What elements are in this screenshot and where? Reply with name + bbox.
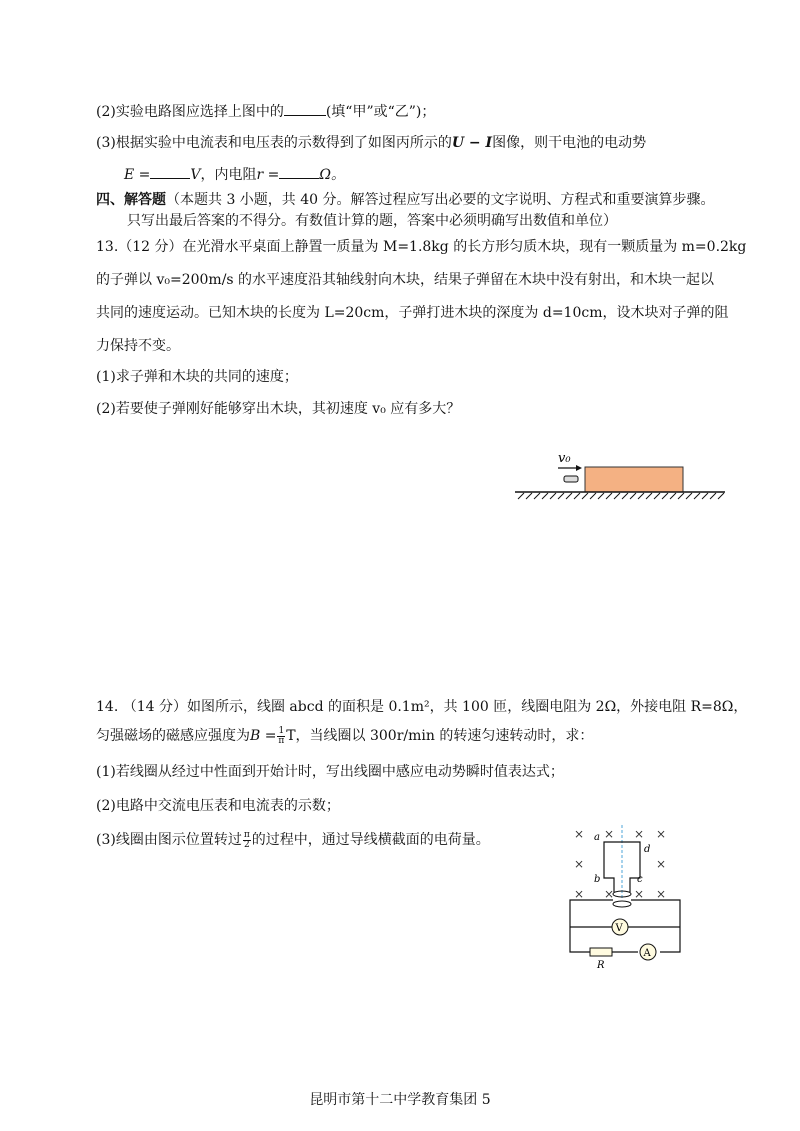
q3-tail: 图像，则干电池的电动势 [492,135,647,151]
q2-line [96,101,435,122]
q13-figure [510,446,730,506]
ammeter-label: A [643,948,651,959]
q14-b-fraction [277,727,285,746]
q14-part2: (2)电路中交流电压表和电流表的示数； [96,798,340,814]
q13-v0-label: v₀ [558,451,571,466]
page-footer: 昆明市第十二中学教育集团 5 [309,1092,491,1108]
emf-label: E = [124,167,151,183]
q14-part3-pre: (3)线圈由图示位置转过 [96,832,242,848]
field-mark: × [656,887,667,901]
q14-figure [560,820,700,970]
q2-answer-blank[interactable] [284,101,326,116]
slip-ring-lower [613,901,631,907]
q13-ground-hatch [518,493,724,499]
emf-line [124,164,345,185]
coil-label-b: b [594,874,601,885]
q14-b-unit: T [286,728,296,744]
r-label: r = [256,167,280,183]
q2-text-post: (填“甲”或“乙”)； [325,104,436,120]
q3-line [96,133,646,153]
q14-part3 [96,830,490,850]
field-mark: × [634,827,645,841]
emf-unit: V [190,167,201,183]
q14-angle-num: π [243,829,250,840]
coil-label-c: c [637,874,643,885]
outer-circuit-wire-right [631,900,680,952]
q13-part2: (2)若要使子弹刚好能够穿出木块，其初速度 v₀ 应有多大？ [96,401,461,417]
r-pre: ，内电阻 [200,167,257,183]
q14-b-den: π [278,735,285,746]
magnetic-field-marks [574,827,666,901]
q13-line1: 13.（12 分）在光滑水平桌面上静置一质量为 M=1.8kg 的长方形匀质木块，现有一颗质量为 m=0.2kg [96,239,747,255]
q2-text-pre: (2)实验电路图应选择上图中的 [96,104,284,120]
r-unit: Ω。 [319,167,346,183]
q14-line2 [96,726,593,746]
q14-b-num: 1 [278,725,285,736]
emf-answer-blank[interactable] [150,164,190,179]
field-mark: × [604,827,615,841]
q13-line2: 的子弹以 v₀=200m/s 的水平速度沿其轴线射向木块，结果子弹留在木块中没有射出，和木块一起以 [96,272,715,288]
field-mark: × [574,827,585,841]
q13-line4: 力保持不变。 [96,338,180,354]
section4-heading: 四、解答题 [96,192,166,208]
q14-angle-fraction [243,831,251,850]
q3-ui-label: U − I [451,135,493,151]
field-mark: × [574,887,585,901]
q14-b-label: B = [250,728,277,744]
section4-note-line2 [127,211,617,231]
outer-circuit-wire [570,900,613,952]
q13-bullet [564,476,578,482]
q14-line2-pre: 匀强磁场的磁感应强度为 [96,728,250,744]
q13-line3: 共同的速度运动。已知木块的长度为 L=20cm，子弹打进木块的深度为 d=10cm，设木块对子弹的阻 [96,305,729,321]
r-answer-blank[interactable] [279,164,319,179]
field-mark: × [634,887,645,901]
q13-part1: (1)求子弹和木块的共同的速度； [96,369,298,385]
q14-line2-post: ，当线圈以 300r/min 的转速匀速转动时，求： [295,728,594,744]
field-mark: × [604,887,615,901]
q14-line1: 14. （14 分）如图所示，线圈 abcd 的面积是 0.1m²，共 100 匝，线圈电阻为 2Ω，外接电阻 R=8Ω， [96,699,748,715]
voltmeter-label: V [615,923,623,934]
q13-v0-arrowhead [576,465,582,471]
resistor-label: R [597,960,605,970]
resistor-R [590,948,612,956]
section4-note-2: 只写出最后答案的不得分。有数值计算的题，答案中必须明确写出数值和单位） [127,213,617,229]
field-mark: × [574,857,585,871]
coil-label-a: a [594,832,600,843]
q3-text: (3)根据实验中电流表和电压表的示数得到了如图丙所示的 [96,135,452,151]
q13-block [585,467,683,492]
section4-heading-line [96,190,715,210]
q14-part1: (1)若线圈从经过中性面到开始计时，写出线圈中感应电动势瞬时值表达式； [96,764,564,780]
field-mark: × [656,857,667,871]
q14-part3-post: 的过程中，通过导线横截面的电荷量。 [251,832,490,848]
coil-label-d: d [644,844,651,855]
q14-angle-den: 2 [243,839,250,850]
section4-note-1: （本题共 3 小题，共 40 分。解答过程应写出必要的文字说明、方程式和重要演算步骤。 [166,192,715,208]
field-mark: × [656,827,667,841]
